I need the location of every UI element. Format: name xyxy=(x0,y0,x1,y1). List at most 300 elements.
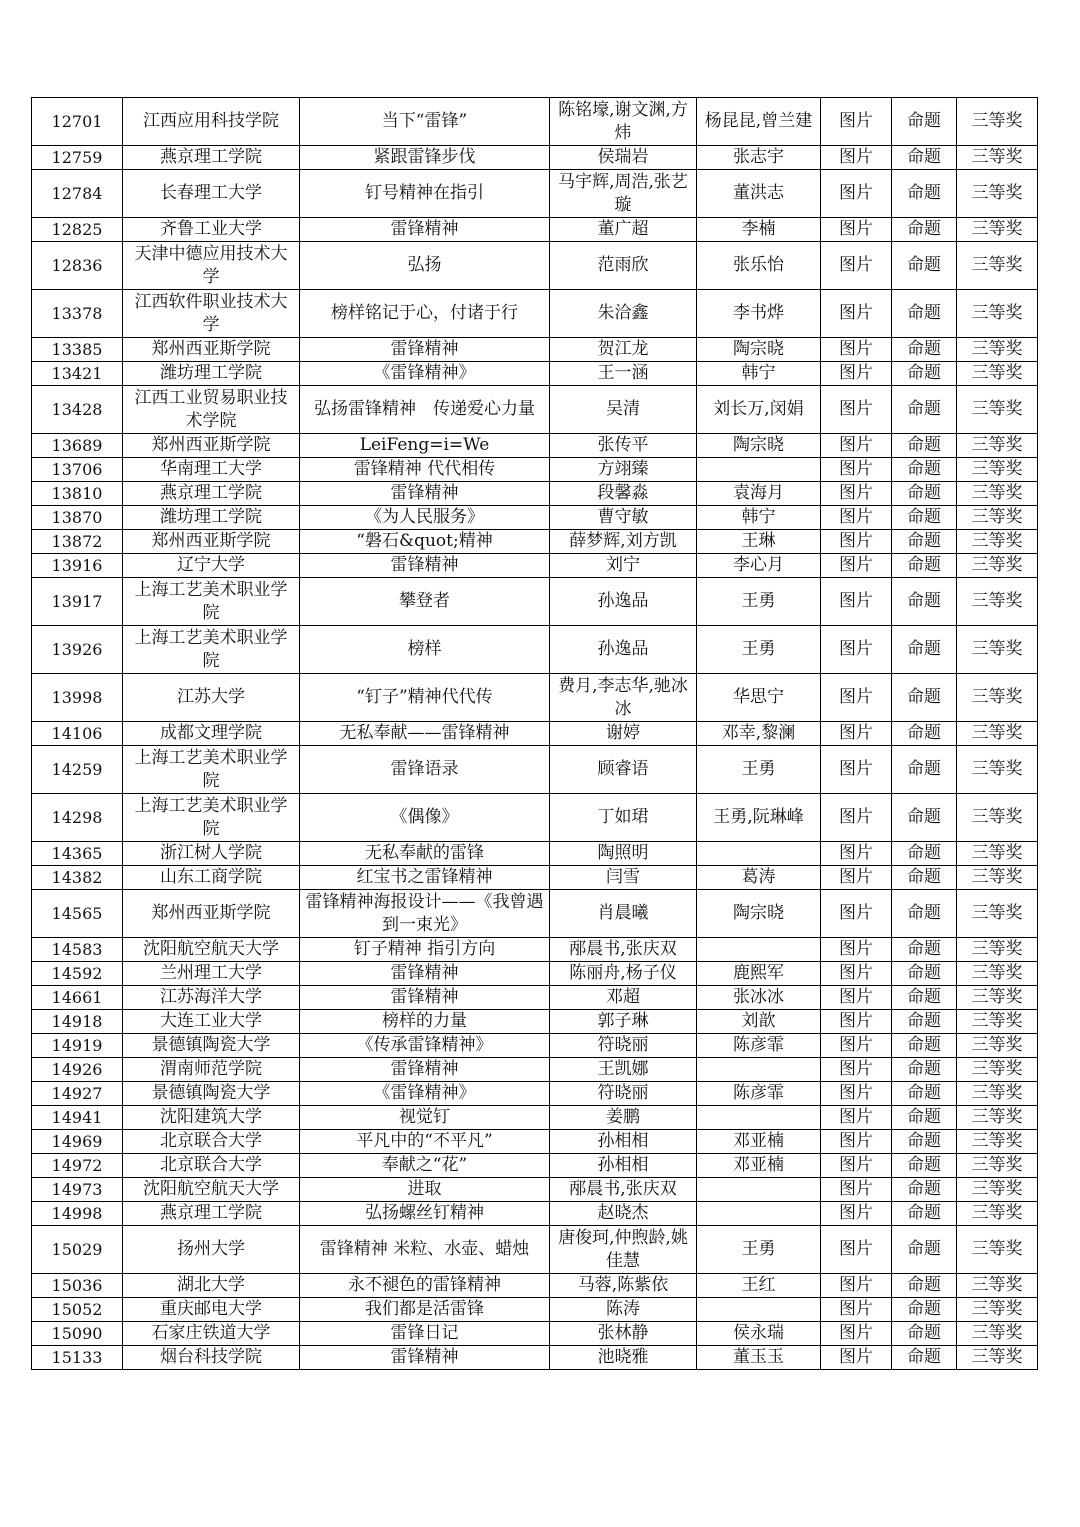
cell-award: 三等奖 xyxy=(957,1274,1038,1298)
cell-type: 图片 xyxy=(821,1202,892,1226)
cell-id: 14382 xyxy=(32,866,123,890)
cell-category: 命题 xyxy=(892,1346,957,1370)
cell-title: 紧跟雷锋步伐 xyxy=(300,146,550,170)
table-row xyxy=(32,1274,1038,1298)
cell-title: 红宝书之雷锋精神 xyxy=(300,866,550,890)
cell-award: 三等奖 xyxy=(957,98,1038,146)
cell-authors: 朱洽鑫 xyxy=(550,290,697,338)
cell-school: 江苏海洋大学 xyxy=(123,986,300,1010)
cell-title: 雷锋精神 代代相传 xyxy=(300,458,550,482)
cell-type: 图片 xyxy=(821,98,892,146)
cell-school: 沈阳建筑大学 xyxy=(123,1106,300,1130)
cell-authors: 邴晨书,张庆双 xyxy=(550,1178,697,1202)
cell-type: 图片 xyxy=(821,386,892,434)
cell-title: 我们都是活雷锋 xyxy=(300,1298,550,1322)
cell-school: 兰州理工大学 xyxy=(123,962,300,986)
cell-id: 14298 xyxy=(32,794,123,842)
cell-school: 上海工艺美术职业学院 xyxy=(123,578,300,626)
cell-title: 雷锋语录 xyxy=(300,746,550,794)
table-row xyxy=(32,626,1038,674)
cell-award: 三等奖 xyxy=(957,1178,1038,1202)
cell-title: 进取 xyxy=(300,1178,550,1202)
table-row xyxy=(32,98,1038,146)
cell-authors: 侯瑞岩 xyxy=(550,146,697,170)
cell-advisor xyxy=(697,938,821,962)
table-row xyxy=(32,458,1038,482)
cell-award: 三等奖 xyxy=(957,1130,1038,1154)
cell-award: 三等奖 xyxy=(957,866,1038,890)
table-row xyxy=(32,1226,1038,1274)
cell-school: 景德镇陶瓷大学 xyxy=(123,1034,300,1058)
cell-id: 12825 xyxy=(32,218,123,242)
cell-school: 渭南师范学院 xyxy=(123,1058,300,1082)
cell-type: 图片 xyxy=(821,482,892,506)
table-row xyxy=(32,1346,1038,1370)
cell-advisor: 杨昆昆,曾兰建 xyxy=(697,98,821,146)
cell-type: 图片 xyxy=(821,722,892,746)
cell-type: 图片 xyxy=(821,242,892,290)
cell-title: 攀登者 xyxy=(300,578,550,626)
table-row xyxy=(32,242,1038,290)
cell-category: 命题 xyxy=(892,1226,957,1274)
cell-category: 命题 xyxy=(892,458,957,482)
cell-advisor: 陶宗晓 xyxy=(697,890,821,938)
cell-title: 雷锋精神 xyxy=(300,962,550,986)
table-row xyxy=(32,1010,1038,1034)
cell-advisor: 华思宁 xyxy=(697,674,821,722)
cell-school: 华南理工大学 xyxy=(123,458,300,482)
cell-authors: 孙相相 xyxy=(550,1130,697,1154)
cell-school: 重庆邮电大学 xyxy=(123,1298,300,1322)
cell-authors: 贺江龙 xyxy=(550,338,697,362)
cell-id: 13916 xyxy=(32,554,123,578)
cell-title: 雷锋精神 xyxy=(300,482,550,506)
table-row xyxy=(32,362,1038,386)
cell-category: 命题 xyxy=(892,146,957,170)
table-row xyxy=(32,794,1038,842)
cell-award: 三等奖 xyxy=(957,218,1038,242)
cell-award: 三等奖 xyxy=(957,530,1038,554)
cell-school: 齐鲁工业大学 xyxy=(123,218,300,242)
cell-type: 图片 xyxy=(821,218,892,242)
cell-id: 13870 xyxy=(32,506,123,530)
cell-advisor: 韩宁 xyxy=(697,362,821,386)
cell-category: 命题 xyxy=(892,938,957,962)
cell-type: 图片 xyxy=(821,458,892,482)
cell-id: 13872 xyxy=(32,530,123,554)
cell-authors: 方翊臻 xyxy=(550,458,697,482)
table-row xyxy=(32,1178,1038,1202)
cell-type: 图片 xyxy=(821,890,892,938)
cell-award: 三等奖 xyxy=(957,722,1038,746)
cell-title: 雷锋精神 xyxy=(300,986,550,1010)
cell-school: 辽宁大学 xyxy=(123,554,300,578)
cell-authors: 陈涛 xyxy=(550,1298,697,1322)
cell-category: 命题 xyxy=(892,890,957,938)
cell-advisor xyxy=(697,1106,821,1130)
cell-award: 三等奖 xyxy=(957,1058,1038,1082)
cell-title: 雷锋精神 xyxy=(300,218,550,242)
cell-school: 江西软件职业技术大学 xyxy=(123,290,300,338)
cell-school: 扬州大学 xyxy=(123,1226,300,1274)
cell-authors: 符晓丽 xyxy=(550,1082,697,1106)
cell-award: 三等奖 xyxy=(957,1226,1038,1274)
cell-category: 命题 xyxy=(892,986,957,1010)
cell-school: 郑州西亚斯学院 xyxy=(123,338,300,362)
cell-authors: 段馨淼 xyxy=(550,482,697,506)
cell-authors: 张传平 xyxy=(550,434,697,458)
cell-title: 弘扬 xyxy=(300,242,550,290)
cell-id: 12759 xyxy=(32,146,123,170)
cell-type: 图片 xyxy=(821,746,892,794)
cell-category: 命题 xyxy=(892,338,957,362)
cell-authors: 陈铭壕,谢文渊,方炜 xyxy=(550,98,697,146)
cell-category: 命题 xyxy=(892,218,957,242)
table-row xyxy=(32,746,1038,794)
cell-advisor xyxy=(697,458,821,482)
cell-school: 浙江树人学院 xyxy=(123,842,300,866)
cell-type: 图片 xyxy=(821,1322,892,1346)
cell-title: 钉子精神 指引方向 xyxy=(300,938,550,962)
cell-award: 三等奖 xyxy=(957,338,1038,362)
cell-advisor: 王勇,阮琳峰 xyxy=(697,794,821,842)
table-row xyxy=(32,1322,1038,1346)
cell-advisor: 张志宇 xyxy=(697,146,821,170)
table-row xyxy=(32,1298,1038,1322)
cell-school: 郑州西亚斯学院 xyxy=(123,434,300,458)
cell-type: 图片 xyxy=(821,170,892,218)
cell-award: 三等奖 xyxy=(957,554,1038,578)
cell-school: 石家庄铁道大学 xyxy=(123,1322,300,1346)
cell-school: 上海工艺美术职业学院 xyxy=(123,746,300,794)
cell-school: 江西工业贸易职业技术学院 xyxy=(123,386,300,434)
cell-category: 命题 xyxy=(892,1010,957,1034)
cell-title: 当下“雷锋” xyxy=(300,98,550,146)
cell-authors: 郭子琳 xyxy=(550,1010,697,1034)
cell-category: 命题 xyxy=(892,578,957,626)
cell-type: 图片 xyxy=(821,1154,892,1178)
cell-title: 弘扬雷锋精神 传递爱心力量 xyxy=(300,386,550,434)
cell-school: 湖北大学 xyxy=(123,1274,300,1298)
cell-award: 三等奖 xyxy=(957,1034,1038,1058)
cell-title: 弘扬螺丝钉精神 xyxy=(300,1202,550,1226)
cell-award: 三等奖 xyxy=(957,674,1038,722)
cell-id: 14583 xyxy=(32,938,123,962)
cell-id: 14661 xyxy=(32,986,123,1010)
cell-award: 三等奖 xyxy=(957,1010,1038,1034)
cell-type: 图片 xyxy=(821,1130,892,1154)
cell-type: 图片 xyxy=(821,794,892,842)
cell-category: 命题 xyxy=(892,170,957,218)
cell-advisor: 王勇 xyxy=(697,626,821,674)
cell-award: 三等奖 xyxy=(957,506,1038,530)
cell-school: 燕京理工学院 xyxy=(123,146,300,170)
table-row xyxy=(32,1058,1038,1082)
cell-category: 命题 xyxy=(892,842,957,866)
cell-school: 景德镇陶瓷大学 xyxy=(123,1082,300,1106)
cell-title: 视觉钉 xyxy=(300,1106,550,1130)
cell-award: 三等奖 xyxy=(957,962,1038,986)
table-row xyxy=(32,1082,1038,1106)
cell-authors: 池晓雅 xyxy=(550,1346,697,1370)
cell-id: 14365 xyxy=(32,842,123,866)
cell-advisor xyxy=(697,842,821,866)
cell-authors: 邴晨书,张庆双 xyxy=(550,938,697,962)
cell-id: 12701 xyxy=(32,98,123,146)
cell-award: 三等奖 xyxy=(957,1346,1038,1370)
cell-title: 永不褪色的雷锋精神 xyxy=(300,1274,550,1298)
cell-type: 图片 xyxy=(821,1346,892,1370)
cell-category: 命题 xyxy=(892,674,957,722)
cell-advisor: 李书烨 xyxy=(697,290,821,338)
cell-advisor: 陶宗晓 xyxy=(697,338,821,362)
cell-id: 13385 xyxy=(32,338,123,362)
table-row xyxy=(32,1130,1038,1154)
table-row xyxy=(32,434,1038,458)
cell-authors: 孙相相 xyxy=(550,1154,697,1178)
cell-authors: 唐俊珂,仲煦龄,姚佳慧 xyxy=(550,1226,697,1274)
cell-id: 14926 xyxy=(32,1058,123,1082)
cell-type: 图片 xyxy=(821,1106,892,1130)
cell-category: 命题 xyxy=(892,1298,957,1322)
cell-school: 江西应用科技学院 xyxy=(123,98,300,146)
cell-category: 命题 xyxy=(892,1178,957,1202)
cell-type: 图片 xyxy=(821,986,892,1010)
cell-id: 15029 xyxy=(32,1226,123,1274)
cell-id: 14973 xyxy=(32,1178,123,1202)
cell-category: 命题 xyxy=(892,386,957,434)
cell-advisor xyxy=(697,1202,821,1226)
cell-authors: 丁如珺 xyxy=(550,794,697,842)
cell-title: 无私奉献的雷锋 xyxy=(300,842,550,866)
cell-type: 图片 xyxy=(821,146,892,170)
cell-authors: 肖晨曦 xyxy=(550,890,697,938)
cell-school: 江苏大学 xyxy=(123,674,300,722)
table-row xyxy=(32,554,1038,578)
cell-type: 图片 xyxy=(821,962,892,986)
cell-award: 三等奖 xyxy=(957,1202,1038,1226)
cell-authors: 刘宁 xyxy=(550,554,697,578)
cell-type: 图片 xyxy=(821,1178,892,1202)
cell-advisor: 鹿熙军 xyxy=(697,962,821,986)
cell-type: 图片 xyxy=(821,1298,892,1322)
cell-authors: 谢婷 xyxy=(550,722,697,746)
cell-category: 命题 xyxy=(892,98,957,146)
cell-authors: 王一涵 xyxy=(550,362,697,386)
cell-authors: 姜鹏 xyxy=(550,1106,697,1130)
cell-category: 命题 xyxy=(892,506,957,530)
cell-title: 雷锋精神 米粒、水壶、蜡烛 xyxy=(300,1226,550,1274)
cell-category: 命题 xyxy=(892,626,957,674)
cell-category: 命题 xyxy=(892,1106,957,1130)
cell-category: 命题 xyxy=(892,530,957,554)
cell-school: 山东工商学院 xyxy=(123,866,300,890)
cell-type: 图片 xyxy=(821,842,892,866)
cell-advisor: 侯永瑞 xyxy=(697,1322,821,1346)
cell-award: 三等奖 xyxy=(957,386,1038,434)
cell-authors: 范雨欣 xyxy=(550,242,697,290)
cell-advisor: 董洪志 xyxy=(697,170,821,218)
table-row xyxy=(32,218,1038,242)
table-row xyxy=(32,1034,1038,1058)
table-row xyxy=(32,482,1038,506)
cell-category: 命题 xyxy=(892,866,957,890)
cell-category: 命题 xyxy=(892,362,957,386)
cell-category: 命题 xyxy=(892,794,957,842)
cell-advisor xyxy=(697,1178,821,1202)
cell-id: 14927 xyxy=(32,1082,123,1106)
cell-title: 榜样 xyxy=(300,626,550,674)
cell-authors: 孙逸品 xyxy=(550,578,697,626)
cell-title: 雷锋日记 xyxy=(300,1322,550,1346)
cell-advisor: 李心月 xyxy=(697,554,821,578)
cell-id: 14106 xyxy=(32,722,123,746)
cell-authors: 顾睿语 xyxy=(550,746,697,794)
cell-category: 命题 xyxy=(892,1154,957,1178)
cell-title: 雷锋精神 xyxy=(300,1346,550,1370)
cell-school: 烟台科技学院 xyxy=(123,1346,300,1370)
cell-award: 三等奖 xyxy=(957,1298,1038,1322)
cell-title: LeiFeng=i=We xyxy=(300,434,550,458)
cell-title: 榜样铭记于心，付诸于行 xyxy=(300,290,550,338)
cell-advisor: 张冰冰 xyxy=(697,986,821,1010)
cell-title: “钉子”精神代代传 xyxy=(300,674,550,722)
cell-type: 图片 xyxy=(821,626,892,674)
cell-school: 上海工艺美术职业学院 xyxy=(123,794,300,842)
cell-type: 图片 xyxy=(821,506,892,530)
cell-category: 命题 xyxy=(892,1082,957,1106)
cell-award: 三等奖 xyxy=(957,290,1038,338)
table-row xyxy=(32,962,1038,986)
cell-advisor: 袁海月 xyxy=(697,482,821,506)
cell-id: 14259 xyxy=(32,746,123,794)
cell-id: 15133 xyxy=(32,1346,123,1370)
cell-id: 13917 xyxy=(32,578,123,626)
table-row xyxy=(32,170,1038,218)
cell-type: 图片 xyxy=(821,578,892,626)
cell-award: 三等奖 xyxy=(957,746,1038,794)
cell-advisor: 韩宁 xyxy=(697,506,821,530)
cell-category: 命题 xyxy=(892,1034,957,1058)
cell-school: 郑州西亚斯学院 xyxy=(123,890,300,938)
table-row xyxy=(32,386,1038,434)
cell-type: 图片 xyxy=(821,1274,892,1298)
cell-award: 三等奖 xyxy=(957,1322,1038,1346)
cell-authors: 费月,李志华,驰冰冰 xyxy=(550,674,697,722)
awards-table xyxy=(31,97,1038,1370)
cell-award: 三等奖 xyxy=(957,626,1038,674)
cell-award: 三等奖 xyxy=(957,434,1038,458)
cell-authors: 符晓丽 xyxy=(550,1034,697,1058)
cell-advisor: 陈彦霏 xyxy=(697,1034,821,1058)
cell-school: 燕京理工学院 xyxy=(123,482,300,506)
table-row xyxy=(32,506,1038,530)
cell-award: 三等奖 xyxy=(957,1082,1038,1106)
cell-id: 15052 xyxy=(32,1298,123,1322)
cell-advisor: 董玉玉 xyxy=(697,1346,821,1370)
cell-advisor: 张乐怡 xyxy=(697,242,821,290)
cell-category: 命题 xyxy=(892,962,957,986)
cell-id: 14565 xyxy=(32,890,123,938)
cell-category: 命题 xyxy=(892,482,957,506)
cell-advisor: 陈彦霏 xyxy=(697,1082,821,1106)
cell-type: 图片 xyxy=(821,1082,892,1106)
table-row xyxy=(32,938,1038,962)
cell-award: 三等奖 xyxy=(957,458,1038,482)
cell-award: 三等奖 xyxy=(957,890,1038,938)
cell-id: 15036 xyxy=(32,1274,123,1298)
cell-school: 成都文理学院 xyxy=(123,722,300,746)
cell-category: 命题 xyxy=(892,1202,957,1226)
cell-id: 14918 xyxy=(32,1010,123,1034)
cell-title: 《雷锋精神》 xyxy=(300,362,550,386)
table-row xyxy=(32,1154,1038,1178)
cell-id: 14941 xyxy=(32,1106,123,1130)
cell-title: 雷锋精神 xyxy=(300,1058,550,1082)
cell-advisor: 邓亚楠 xyxy=(697,1154,821,1178)
cell-title: 雷锋精神海报设计——《我曾遇到一束光》 xyxy=(300,890,550,938)
cell-advisor: 葛涛 xyxy=(697,866,821,890)
cell-award: 三等奖 xyxy=(957,794,1038,842)
cell-id: 13689 xyxy=(32,434,123,458)
cell-advisor: 邓亚楠 xyxy=(697,1130,821,1154)
cell-authors: 吴清 xyxy=(550,386,697,434)
cell-category: 命题 xyxy=(892,1130,957,1154)
cell-type: 图片 xyxy=(821,1034,892,1058)
cell-id: 13926 xyxy=(32,626,123,674)
cell-advisor: 刘长万,闵娟 xyxy=(697,386,821,434)
cell-type: 图片 xyxy=(821,338,892,362)
cell-advisor: 王勇 xyxy=(697,1226,821,1274)
cell-category: 命题 xyxy=(892,290,957,338)
table-row xyxy=(32,674,1038,722)
table-row xyxy=(32,1202,1038,1226)
cell-id: 14998 xyxy=(32,1202,123,1226)
cell-title: 钉号精神在指引 xyxy=(300,170,550,218)
cell-category: 命题 xyxy=(892,746,957,794)
cell-authors: 陶照明 xyxy=(550,842,697,866)
cell-advisor: 王红 xyxy=(697,1274,821,1298)
cell-school: 燕京理工学院 xyxy=(123,1202,300,1226)
cell-title: 雷锋精神 xyxy=(300,554,550,578)
cell-school: 郑州西亚斯学院 xyxy=(123,530,300,554)
cell-category: 命题 xyxy=(892,1058,957,1082)
cell-title: 雷锋精神 xyxy=(300,338,550,362)
cell-award: 三等奖 xyxy=(957,242,1038,290)
cell-award: 三等奖 xyxy=(957,1154,1038,1178)
cell-award: 三等奖 xyxy=(957,938,1038,962)
cell-title: 奉献之“花” xyxy=(300,1154,550,1178)
cell-authors: 孙逸品 xyxy=(550,626,697,674)
table-body xyxy=(32,98,1038,1370)
cell-id: 15090 xyxy=(32,1322,123,1346)
cell-award: 三等奖 xyxy=(957,362,1038,386)
table-row xyxy=(32,986,1038,1010)
cell-id: 14592 xyxy=(32,962,123,986)
cell-school: 长春理工大学 xyxy=(123,170,300,218)
cell-type: 图片 xyxy=(821,1058,892,1082)
cell-category: 命题 xyxy=(892,434,957,458)
cell-advisor: 王勇 xyxy=(697,578,821,626)
cell-title: 榜样的力量 xyxy=(300,1010,550,1034)
cell-advisor: 刘歆 xyxy=(697,1010,821,1034)
cell-type: 图片 xyxy=(821,1010,892,1034)
cell-id: 13810 xyxy=(32,482,123,506)
cell-school: 沈阳航空航天大学 xyxy=(123,938,300,962)
cell-school: 潍坊理工学院 xyxy=(123,506,300,530)
cell-title: 《雷锋精神》 xyxy=(300,1082,550,1106)
cell-category: 命题 xyxy=(892,554,957,578)
